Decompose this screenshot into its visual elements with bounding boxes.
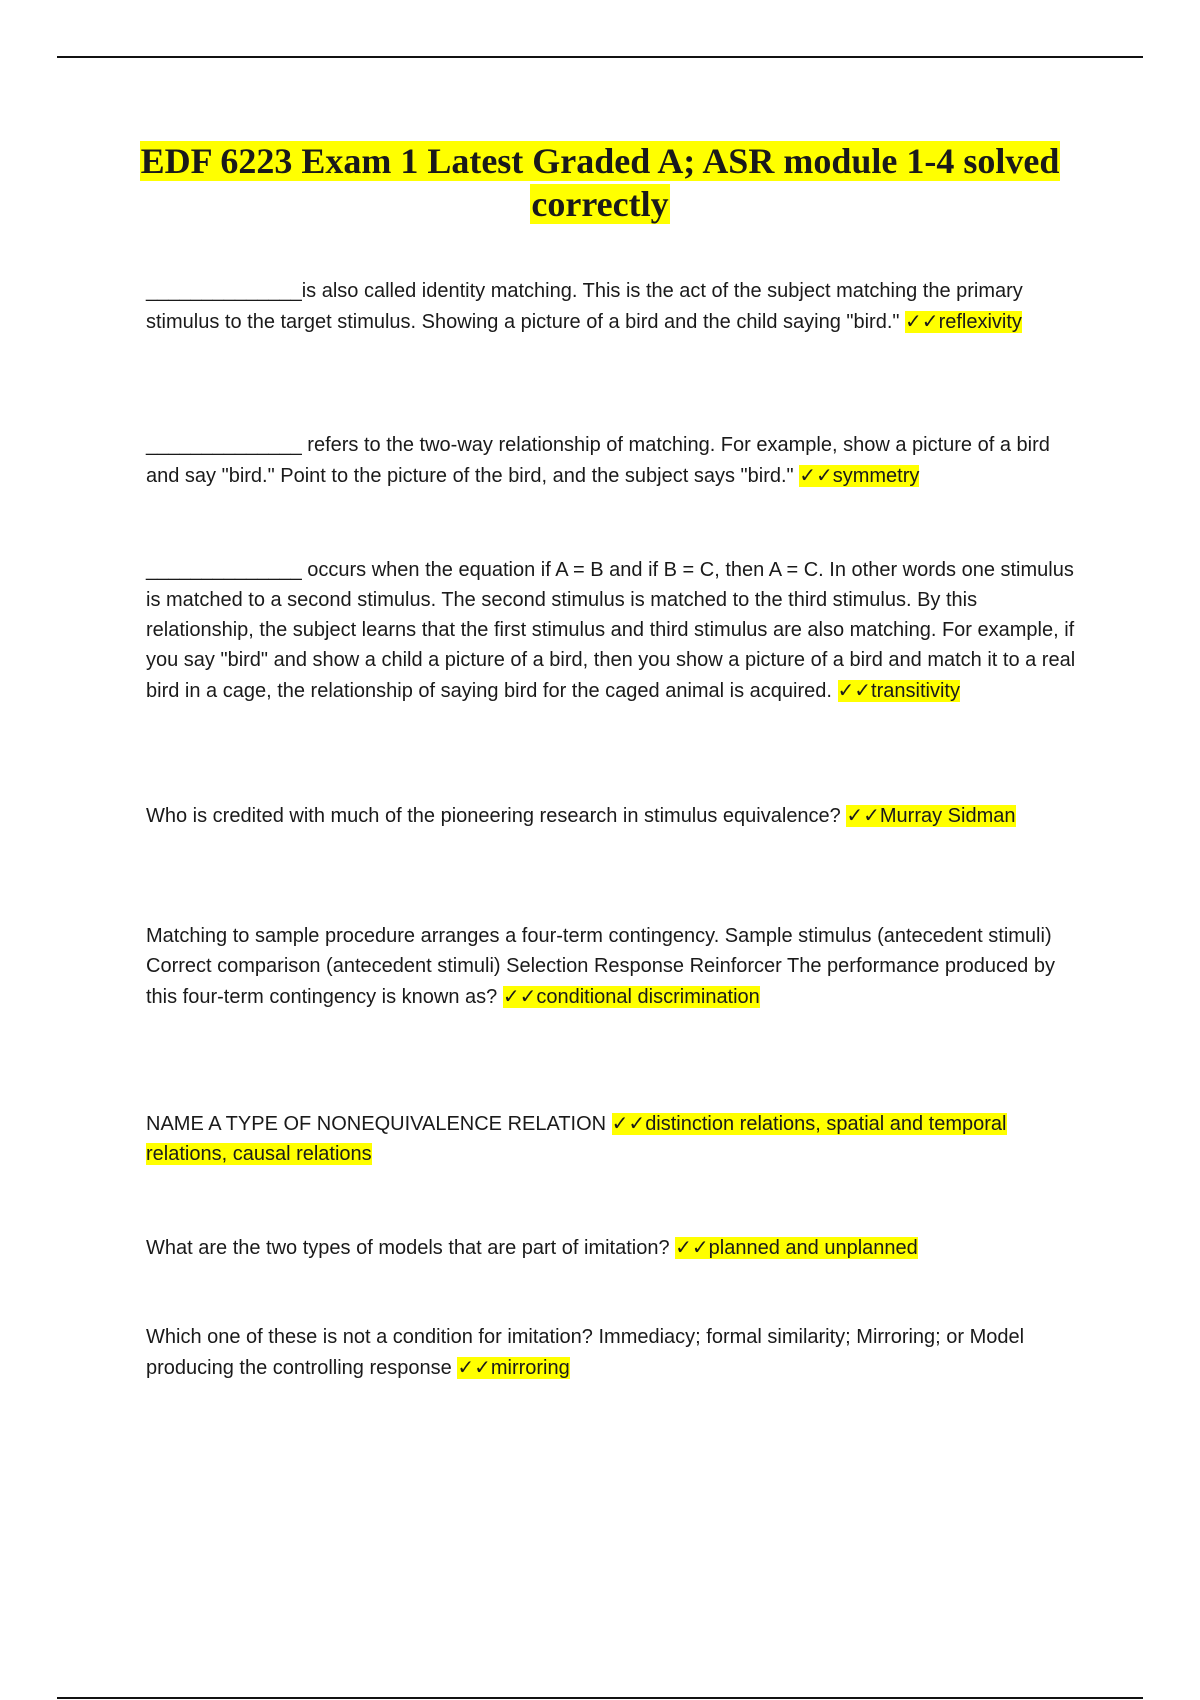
- document-title: EDF 6223 Exam 1 Latest Graded A; ASR module 1-4 solved correctly: [140, 141, 1060, 224]
- qa-item-imitation-condition: [146, 1322, 1086, 1383]
- double-check-icon: ✓✓: [837, 678, 872, 702]
- answer-highlight: [905, 311, 1022, 333]
- double-check-icon: ✓✓: [905, 309, 939, 333]
- double-check-icon: ✓✓: [611, 1111, 646, 1135]
- double-check-icon: ✓✓: [457, 1355, 491, 1379]
- answer-highlight: [846, 805, 1015, 827]
- top-rule: [57, 56, 1143, 58]
- qa-item-transitivity: [146, 555, 1086, 706]
- question-text: Which one of these is not a condition for imitation? Immediacy; formal similarity; Mirroring; or Model producing the controlling response: [146, 1326, 1025, 1379]
- answer-highlight: [675, 1237, 918, 1259]
- qa-item-imitation-models: [146, 1232, 1086, 1263]
- question-text: Who is credited with much of the pioneering research in stimulus equivalence?: [146, 805, 841, 827]
- double-check-icon: ✓✓: [799, 463, 833, 487]
- qa-item-conditional-discrimination: [146, 921, 1086, 1012]
- answer-text: reflexivity: [938, 311, 1022, 333]
- question-text: What are the two types of models that are part of imitation?: [146, 1237, 670, 1259]
- qa-item-nonequivalence: [146, 1108, 1086, 1169]
- double-check-icon: ✓✓: [502, 984, 537, 1008]
- question-text: NAME A TYPE OF NONEQUIVALENCE RELATION: [146, 1113, 607, 1135]
- bottom-rule: [57, 1697, 1143, 1699]
- question-text: ______________ occurs when the equation if A = B and if B = C, then A = C. In other words one stimulus is matched to a second stimulus. The second stimulus is matched to the third stimulus. By this relationship, the subject learns that the first stimulus and third stimulus are also matching. For example, if you say "bird" and show a child a picture of a bird, then you show a picture of a bird and match it to a real bird in a cage, the relationship of saying bird for the caged animal is acquired.: [146, 559, 1076, 702]
- answer-text: transitivity: [871, 680, 960, 702]
- answer-highlight: [457, 1357, 569, 1379]
- question-text: ______________is also called identity matching. This is the act of the subject matching the primary stimulus to the target stimulus. Showing a picture of a bird and the child saying "bird.": [146, 280, 1023, 333]
- qa-item-reflexivity: [146, 276, 1086, 337]
- qa-item-symmetry: [146, 430, 1086, 491]
- answer-text: Murray Sidman: [879, 805, 1016, 827]
- answer-text: planned and unplanned: [708, 1237, 918, 1259]
- answer-highlight: [503, 986, 760, 1008]
- answer-text: distinction relations, spatial and temporal relations, causal relations: [146, 1113, 1007, 1165]
- question-text: Matching to sample procedure arranges a four-term contingency. Sample stimulus (antecedent stimuli) Correct comparison (antecedent stimuli) Selection Response Reinforcer The performance produced by this four-term contingency is known as?: [146, 925, 1055, 1008]
- question-text: ______________ refers to the two-way relationship of matching. For example, show a picture of a bird and say "bird." Point to the picture of the bird, and the subject says "bird.": [146, 434, 1050, 487]
- double-check-icon: ✓✓: [675, 1235, 709, 1259]
- answer-text: symmetry: [832, 465, 920, 487]
- answer-text: conditional discrimination: [536, 986, 760, 1008]
- qa-item-sidman: [146, 800, 1086, 831]
- answer-highlight: [838, 680, 960, 702]
- answer-text: mirroring: [490, 1357, 570, 1379]
- double-check-icon: ✓✓: [846, 803, 880, 827]
- answer-highlight: [799, 465, 919, 487]
